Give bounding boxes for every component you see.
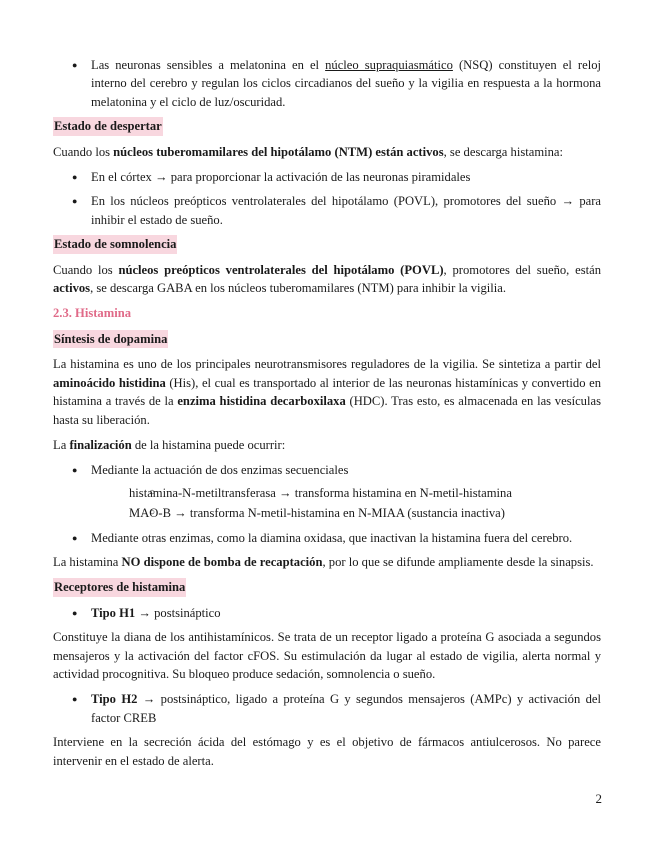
text: , por lo que se difunde ampliamente desde la sinapsis.	[322, 554, 594, 569]
text: (HDC). Tras esto, es almacenada en las vesículas hasta su liberación.	[53, 394, 601, 427]
text: La histamina	[53, 554, 122, 569]
text: , promotores del sueño, están	[443, 262, 601, 277]
list-item: ● En los núcleos preópticos ventrolaterales del hipotálamo (POVL), promotores del sueño → para inhibir el estado de sueño.	[53, 192, 601, 229]
despertar-list	[53, 168, 601, 229]
text: , se descarga GABA en los núcleos tuberomamilares (NTM) para inhibir la vigilia.	[90, 281, 507, 296]
paragraph-finalizacion	[53, 436, 601, 454]
nsq-list	[53, 56, 601, 111]
text: Cuando los	[53, 262, 119, 277]
document-page	[53, 56, 601, 777]
text: (NSQ) constituyen el reloj interno del cerebro y regulan los ciclos circadianos del sueño y la vigilia en respuesta a la hormona melatonina y el ciclo de luz/oscuridad.	[91, 58, 601, 109]
paragraph-sintesis	[53, 355, 601, 429]
bold-text: enzima histidina decarboxilaxa	[177, 394, 346, 409]
sublist-item: ○ histamina-N-metiltransferasa → transforma histamina en N-metil-histamina	[91, 484, 601, 502]
list-item	[53, 56, 601, 111]
bold-text: Tipo H1	[91, 605, 136, 620]
list-item	[53, 604, 601, 622]
text: (His), el cual es transportado al interior de las neuronas histamínicas y convertido en histamina a través de la	[53, 375, 601, 409]
text: → postsináptico, ligado a proteína G y segundos mensajeros (AMPc) y activación del factor CREB	[91, 692, 601, 725]
bold-text: núcleos preópticos ventrolaterales del hipotálamo (POVL)	[118, 262, 444, 277]
list-item	[53, 690, 601, 727]
text: de la histamina puede ocurrir:	[131, 437, 286, 452]
paragraph-recaptacion	[53, 553, 601, 571]
heading-estado-somnolencia: Estado de somnolencia	[53, 235, 177, 253]
text: Cuando los	[53, 144, 114, 159]
heading-estado-despertar: Estado de despertar	[53, 117, 163, 135]
bold-text: finalización	[69, 437, 132, 452]
paragraph-h1: Constituye la diana de los antihistamínicos. Se trata de un receptor ligado a proteína G asociada a segundos mensajeros y la activación del factor cFOS. Su estimulación da lugar al estado de vigilia, alerta normal y actividad procognitiva. Su bloqueo produce sedación, somnolencia o sueño.	[53, 630, 601, 681]
text: Las neuronas sensibles a melatonina en el	[91, 58, 326, 72]
bold-text: núcleos tuberomamilares del hipotálamo (NTM) están activos	[113, 144, 444, 159]
list-item	[53, 461, 601, 522]
bold-text: NO dispone de bomba de recaptación	[121, 554, 323, 569]
bold-text: aminoácido histidina	[53, 375, 166, 390]
bold-text: activos	[53, 281, 91, 296]
heading-receptores: Receptores de histamina	[53, 578, 186, 596]
paragraph-somnolencia	[53, 261, 601, 298]
list-item: ● En el córtex → para proporcionar la activación de las neuronas piramidales	[53, 168, 601, 186]
text: , se descarga histamina:	[443, 144, 563, 159]
nsq-term: núcleo supraquiasmático	[325, 58, 453, 72]
bold-text: Tipo H2	[91, 692, 138, 707]
finalizacion-list	[53, 461, 601, 547]
text: → postsináptico	[135, 605, 221, 620]
h1-list	[53, 604, 601, 622]
text: La	[53, 437, 70, 452]
h2-list	[53, 690, 601, 727]
page-number: 2	[595, 791, 602, 806]
paragraph-despertar	[53, 143, 601, 161]
section-title: 2.3. Histamina	[53, 306, 132, 321]
paragraph-h2: Interviene en la secreción ácida del estómago y es el objetivo de fármacos antiulcerosos. No parece intervenir en el estado de alerta.	[53, 735, 601, 768]
text: La histamina es uno de los principales neurotransmisores reguladores de la vigilia. Se sintetiza a partir del	[53, 357, 601, 372]
text: Mediante la actuación de dos enzimas secuenciales	[91, 463, 349, 478]
sublist-item: ○ MAO-B → transforma N-metil-histamina en N-MIAA (sustancia inactiva)	[91, 504, 601, 522]
enzyme-sublist	[91, 484, 601, 523]
list-item: ● Mediante otras enzimas, como la diamina oxidasa, que inactivan la histamina fuera del cerebro.	[53, 529, 601, 547]
heading-sintesis: Síntesis de dopamina	[53, 330, 168, 348]
